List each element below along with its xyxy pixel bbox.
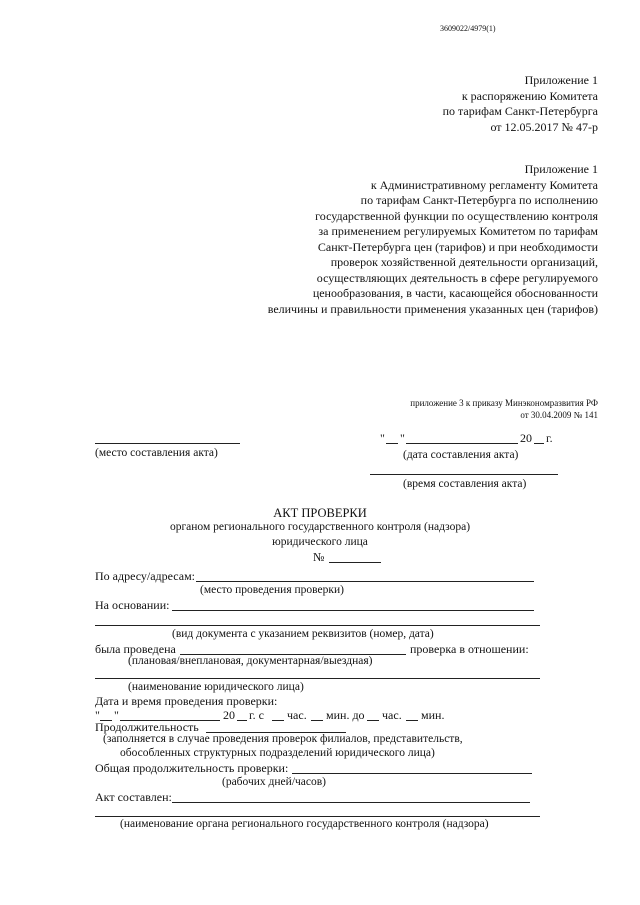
appendix-2-line: величины и правильности применения указанных цен (тарифов) [267,301,598,316]
duration-label: Продолжительность [95,720,199,734]
time-caption: (время составления акта) [403,478,527,490]
order-reference [298,397,598,421]
compiled-line-2[interactable] [95,816,540,817]
entity-line[interactable] [95,678,540,679]
total-duration-caption: (рабочих дней/часов) [222,776,327,788]
basis-line[interactable] [172,610,534,611]
basis-caption: (вид документа с указанием реквизитов (номер, дата) [172,628,434,640]
authority-caption: (наименование органа регионального государственного контроля (надзора) [120,818,489,830]
time-line[interactable] [370,474,558,475]
appendix-2-line: Санкт-Петербурга цен (тарифов) и при необходимости [317,239,598,254]
regard-label: проверка в отношении: [410,642,529,656]
conducted-label: была проведена [95,642,176,656]
address-label: По адресу/адресам: [95,569,196,583]
act-subtitle-1: органом регионального государственного контроля (надзора) [169,521,471,533]
address-line[interactable] [196,581,534,582]
dt-quote-close: " [114,708,119,722]
dt-hour-from-line[interactable] [272,720,284,721]
date-quote-open: " [380,431,385,445]
dt-quote-open: " [95,708,100,722]
date-caption: (дата составления акта) [403,449,519,461]
place-caption: (место составления акта) [95,447,218,459]
date-month-line[interactable] [406,443,518,444]
appendix-2-block [178,162,598,317]
date-year-line[interactable] [534,443,544,444]
date-year: 20 [520,431,532,445]
date-quote-close: " [400,431,405,445]
order-ref-line: от 30.04.2009 № 141 [520,410,598,420]
dt-minutes: мин. [421,708,445,722]
entity-caption: (наименование юридического лица) [128,681,304,693]
date-day-line[interactable] [386,443,398,444]
dt-hour-to-line[interactable] [367,720,379,721]
appendix-2-line: проверок хозяйственной деятельности организаций, [330,255,598,269]
dt-year-line[interactable] [237,720,247,721]
date-year-suffix: г. [546,431,553,445]
doc-number: 3609022/4979(1) [440,24,496,33]
address-caption: (место проведения проверки) [200,584,344,596]
dt-year: 20 [223,708,235,722]
appendix-2-line: Приложение 1 [524,162,598,176]
appendix-1-line: к распоряжению Комитета [461,88,598,103]
type-caption: (плановая/внеплановая, документарная/выездная) [128,655,373,667]
compiled-line[interactable] [172,802,530,803]
dt-from: г. с [249,708,264,722]
appendix-2-line: государственной функции по осуществлению контроля [315,208,598,223]
appendix-1-block [298,73,598,135]
duration-note-2: обособленных структурных подразделений юридического лица) [120,747,435,759]
dt-min-to-line[interactable] [406,720,418,721]
act-number-line[interactable] [329,562,381,563]
compiled-label: Акт составлен: [95,790,172,804]
datetime-label: Дата и время проведения проверки: [95,694,278,708]
appendix-2-line: к Административному регламенту Комитета [370,177,598,192]
act-subtitle-2: юридического лица [272,536,368,548]
act-number-label: № [313,550,325,564]
order-ref-line: приложение 3 к приказу Минэкономразвития РФ [410,398,598,408]
appendix-2-line: осуществляющих деятельность в сфере регулируемого [316,270,598,285]
dt-minutes-to: мин. до [326,708,365,722]
appendix-1-line: Приложение 1 [524,73,598,87]
total-duration-label: Общая продолжительность проверки: [95,761,289,775]
dt-hours-1: час. [287,708,307,722]
appendix-1-line: от 12.05.2017 № 47-р [490,119,598,134]
act-title: АКТ ПРОВЕРКИ [273,506,367,520]
basis-line-2[interactable] [95,625,540,626]
appendix-2-line: по тарифам Санкт-Петербурга по исполнению [360,193,598,207]
duration-note-1: (заполняется в случае проведения проверок филиалов, представительств, [103,733,463,745]
dt-min-from-line[interactable] [311,720,323,721]
appendix-2-line: ценообразования, в части, касающейся обоснованности [312,286,598,300]
basis-label: На основании: [95,598,170,612]
place-line[interactable] [95,443,240,444]
appendix-2-line: за применением регулируемых Комитетом по тарифам [318,224,598,238]
total-duration-line[interactable] [292,773,532,774]
appendix-1-line: по тарифам Санкт-Петербурга [442,104,598,118]
dt-hours-2: час. [382,708,402,722]
